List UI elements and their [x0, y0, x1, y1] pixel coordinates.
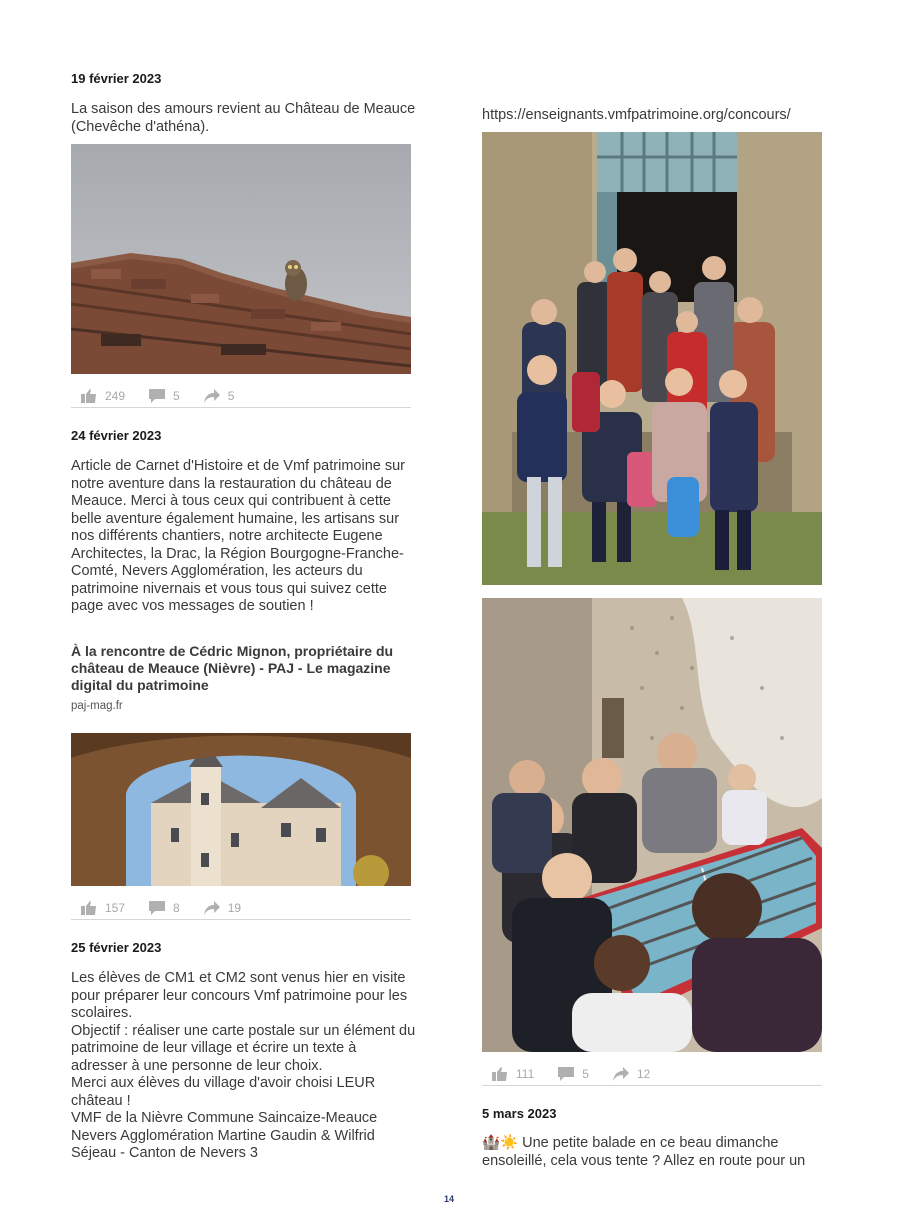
post-stats — [71, 384, 411, 408]
share-count: 12 — [636, 1066, 651, 1081]
page-number: 14 — [443, 1194, 454, 1204]
share-count: 5 — [227, 388, 235, 403]
comment-stat[interactable] — [149, 389, 180, 403]
post-text: Article de Carnet d'Histoire et de Vmf patrimoine sur notre aventure dans la restauration du château de Meauce. Merci à tous ceux qui contribuent à cette belle aventure également humaine, les artisans sur nos différents chantiers, notre architecte Eugene Architectes, la Drac, la Région Bourgogne-Franche-Comté, Nevers Agglomération, les acteurs du patrimoine nivernais et vous tous qui suivez cette page avec vos messages de soutien ! — [71, 458, 405, 614]
like-stat[interactable] — [81, 389, 125, 403]
comment-count: 8 — [173, 900, 180, 915]
thumbs-up-icon — [81, 901, 97, 915]
share-arrow-icon — [613, 1067, 629, 1081]
like-count: 249 — [105, 388, 126, 403]
share-stat[interactable] — [204, 389, 235, 403]
comment-stat[interactable] — [149, 901, 180, 915]
speech-bubble-icon — [149, 901, 165, 915]
share-stat[interactable] — [204, 901, 241, 915]
school-group-at-castle-door-photo[interactable] — [482, 132, 822, 585]
link-preview-title[interactable]: À la rencontre de Cédric Mignon, propriétaire du château de Meauce (Nièvre) - PAJ - Le magazine digital du patrimoine — [71, 643, 394, 693]
post-url-link[interactable]: https://enseignants.vmfpatrimoine.org/concours/ — [482, 107, 791, 123]
like-count: 111 — [516, 1066, 535, 1081]
post-date: 25 février 2023 — [71, 940, 162, 955]
comment-count: 5 — [582, 1066, 589, 1081]
post-text: La saison des amours revient au Château de Meauce (Chevêche d'athéna). — [71, 101, 416, 135]
post-text: Les élèves de CM1 et CM2 sont venus hier en visite pour préparer leur concours Vmf patrimoine pour les scolaires. Objectif : réaliser une carte postale sur un élément du patrimoine de leur village et écrire un texte à adresser à une personne de leur choix. Merci aux élèves du village d'avoir choisi LEUR château ! VMF de la Nièvre Commune Saincaize-Meauce Nevers Agglomération Martine Gaudin & Wilfrid Séjeau - Canton de Nevers 3 — [71, 970, 416, 1161]
post-date: 19 février 2023 — [71, 71, 162, 86]
share-arrow-icon — [204, 389, 220, 403]
comment-stat[interactable] — [558, 1067, 589, 1081]
share-count: 19 — [227, 900, 242, 915]
owl-on-brick-wall-photo[interactable] — [71, 144, 411, 374]
post-text: Une petite balade en ce beau dimanche ensoleillé, cela vous tente ? Allez en route pour un — [482, 1135, 806, 1169]
share-arrow-icon — [204, 901, 220, 915]
speech-bubble-icon — [149, 389, 165, 403]
link-preview-domain[interactable]: paj-mag.fr — [71, 700, 123, 712]
post-date: 5 mars 2023 — [482, 1106, 557, 1121]
like-stat[interactable] — [81, 901, 125, 915]
thumbs-up-icon — [81, 389, 97, 403]
post-stats — [71, 896, 411, 920]
like-stat[interactable] — [492, 1067, 534, 1081]
post-date: 24 février 2023 — [71, 428, 162, 443]
chateau-courtyard-through-arch-photo[interactable] — [71, 733, 411, 886]
comment-count: 5 — [173, 388, 180, 403]
speech-bubble-icon — [558, 1067, 574, 1081]
share-stat[interactable] — [613, 1067, 650, 1081]
children-playing-table-football-photo[interactable] — [482, 598, 822, 1052]
castle-sun-emoji-icon: 🏰☀️ — [482, 1135, 519, 1151]
post-text-block — [482, 1135, 827, 1170]
post-stats — [482, 1062, 822, 1086]
like-count: 157 — [105, 900, 126, 915]
thumbs-up-icon — [492, 1067, 508, 1081]
